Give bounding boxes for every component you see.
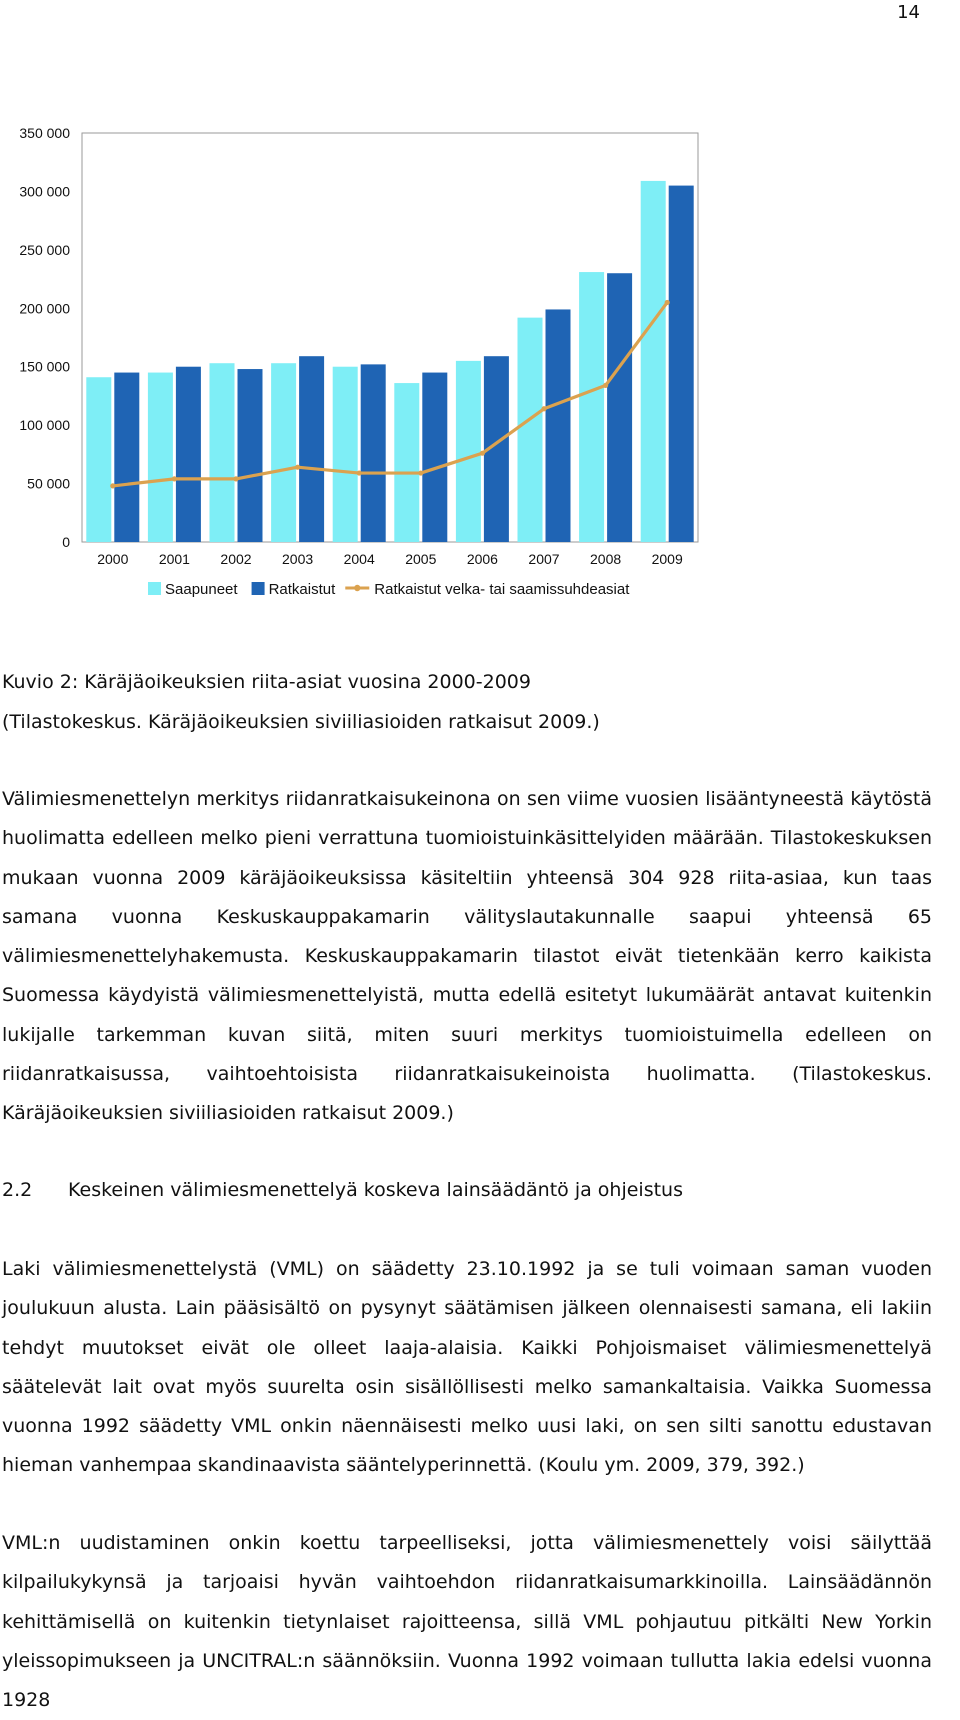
line-point-2008 — [603, 383, 608, 388]
bar-saapuneet-2003 — [271, 363, 296, 542]
legend-swatch-1 — [252, 582, 265, 595]
line-point-2003 — [295, 465, 300, 470]
y-tick-label: 300 000 — [19, 183, 70, 200]
x-tick-label: 2009 — [651, 551, 683, 567]
bar-ratkaistut-2001 — [176, 367, 201, 542]
y-tick-label: 50 000 — [27, 475, 70, 492]
body-paragraph-1: Välimiesmenettelyn merkitys riidanratkaisukeinona on sen viime vuosien lisääntyneestä käytöstä huolimatta edelleen melko pieni verrattuna tuomioistuinkäsittelyiden määrään. Tilastokeskuksen mukaan vuonna 2009 käräjäoikeuksissa käsiteltiin yhteensä 304 928 riita-asiaa, kun taas samana vuonna Keskuskauppakamarin välityslautakunnalle saapui yhteensä 65 välimiesmenettelyhakemusta. Keskuskauppakamarin tilastot eivät tietenkään kerro kaikista Suomessa käydyistä välimiesmenettelyistä, mutta edellä esitetyt lukumäärät antavat kuitenkin lukijalle tarkemman kuvan siitä, miten suuri merkitys tuomioistuimella edelleen on riidanratkaisussa, vaihtoehtoisista riidanratkaisukeinoista huolimatta. (Tilastokeskus. Käräjäoikeuksien siviiliasioiden ratkaisut 2009.) — [2, 788, 932, 1125]
bar-ratkaistut-2009 — [669, 186, 694, 542]
bar-ratkaistut-2003 — [299, 356, 324, 542]
x-tick-label: 2004 — [343, 551, 375, 567]
section-number: 2.2 — [2, 1179, 33, 1201]
bar-saapuneet-2009 — [641, 181, 666, 542]
x-tick-label: 2003 — [282, 551, 314, 567]
bar-saapuneet-2007 — [518, 318, 543, 542]
y-tick-label: 0 — [62, 534, 70, 550]
x-tick-label: 2000 — [97, 551, 129, 567]
legend-label-1: Ratkaistut — [268, 581, 336, 598]
y-tick-label: 200 000 — [19, 300, 70, 317]
body-paragraph-2: Laki välimiesmenettelystä (VML) on säädetty 23.10.1992 ja se tuli voimaan saman vuoden joulukuun alusta. Lain pääsisältö on pysynyt säätämisen jälkeen olennaisesti samana, eli lakiin tehdyt muutokset eivät ole olleet laaja-alaisia. Kaikki Pohjoismaiset välimiesmenettelyä säätelevät lait ovat myös suurelta osin sisällöllisesti melko samankaltaisia. Vaikka Suomessa vuonna 1992 säädetty VML onkin näennäisesti melko uusi laki, on sen silti sanottu edustavan hieman vanhempaa skandinaavista sääntelyperinnettä. (Koulu ym. 2009, 379, 392.) — [2, 1258, 932, 1477]
line-point-2002 — [233, 476, 238, 481]
x-axis-ticks — [97, 551, 683, 567]
x-tick-label: 2001 — [158, 551, 190, 567]
x-tick-label: 2008 — [590, 551, 622, 567]
y-tick-label: 100 000 — [19, 417, 70, 434]
line-point-2004 — [357, 470, 362, 475]
line-point-2000 — [110, 483, 115, 488]
x-tick-label: 2005 — [405, 551, 437, 567]
line-point-2009 — [665, 300, 670, 305]
line-point-2006 — [480, 451, 485, 456]
y-tick-label: 150 000 — [19, 358, 70, 375]
bar-ratkaistut-2007 — [546, 309, 571, 542]
x-tick-label: 2007 — [528, 551, 560, 567]
x-tick-label: 2006 — [466, 551, 498, 567]
bar-ratkaistut-2005 — [422, 373, 447, 542]
line-point-2001 — [172, 476, 177, 481]
body-paragraph-3: VML:n uudistaminen onkin koettu tarpeelliseksi, jotta välimiesmenettely voisi säilyttää kilpailukykynsä ja tarjoaisi hyvän vaihtoehdon riidanratkaisumarkkinoilla. Lainsäädännön kehittämisellä on kuitenkin tietynlaiset rajoitteensa, sillä VML pohjautuu pitkälti New Yorkin yleissopimukseen ja UNCITRAL:n säännöksiin. Vuonna 1992 voimaan tullutta lakia edelsi vuonna 1928 — [2, 1532, 932, 1712]
bar-saapuneet-2006 — [456, 361, 481, 542]
figure-caption — [2, 662, 932, 742]
line-point-2005 — [418, 470, 423, 475]
y-axis-ticks — [19, 125, 70, 550]
section-heading — [2, 1170, 683, 1210]
bar-saapuneet-2002 — [210, 363, 235, 542]
bar-saapuneet-2004 — [333, 367, 358, 542]
section-title: Keskeinen välimiesmenettelyä koskeva lainsäädäntö ja ohjeistus — [68, 1179, 683, 1201]
bar-saapuneet-2005 — [394, 383, 419, 542]
bar-saapuneet-2008 — [579, 272, 604, 542]
y-tick-label: 350 000 — [19, 125, 70, 141]
bar-saapuneet-2000 — [86, 377, 111, 542]
bar-ratkaistut-2000 — [114, 373, 139, 542]
legend-label-2: Ratkaistut velka- tai saamissuhdeasiat — [374, 581, 630, 598]
legend-swatch-0 — [148, 582, 161, 595]
caption-line-2: (Tilastokeskus. Käräjäoikeuksien siviiliasioiden ratkaisut 2009.) — [2, 711, 600, 733]
caption-line-1: Kuvio 2: Käräjäoikeuksien riita-asiat vuosina 2000-2009 — [2, 671, 531, 693]
legend-label-0: Saapuneet — [165, 581, 238, 598]
page-number: 14 — [897, 2, 920, 23]
bar-ratkaistut-2002 — [238, 369, 263, 542]
bar-ratkaistut-2008 — [607, 273, 632, 542]
plot-area — [82, 133, 698, 542]
bar-ratkaistut-2004 — [361, 364, 386, 542]
legend-marker-2 — [354, 585, 360, 591]
line-point-2007 — [541, 406, 546, 411]
bar-saapuneet-2001 — [148, 373, 173, 542]
x-tick-label: 2002 — [220, 551, 252, 567]
chart-legend — [148, 581, 630, 598]
y-tick-label: 250 000 — [19, 241, 70, 258]
bar-line-chart — [0, 125, 720, 645]
